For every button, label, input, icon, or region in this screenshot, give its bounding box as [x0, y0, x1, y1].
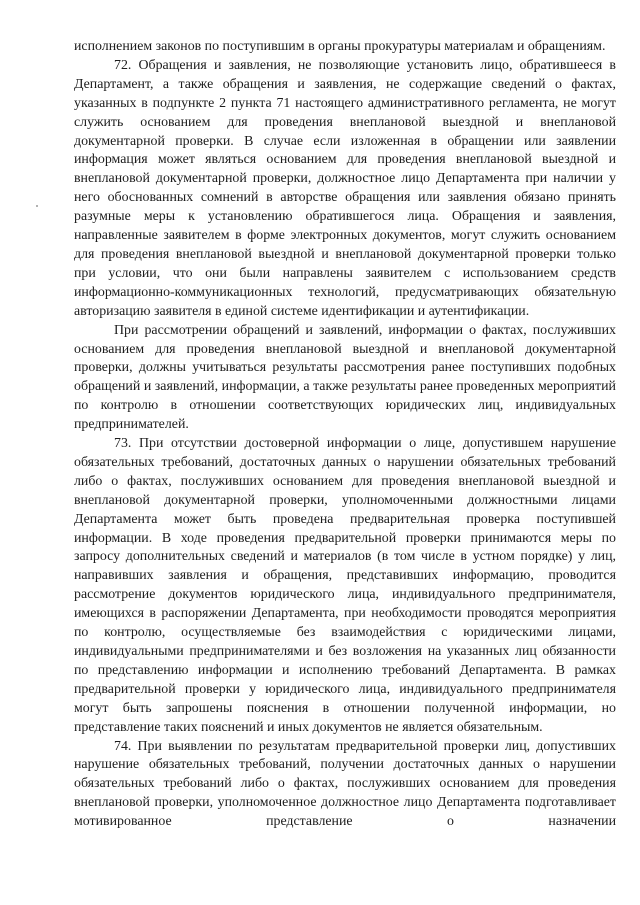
paragraph-continuation: исполнением законов по поступившим в органы прокуратуры материалам и обращениям.: [74, 39, 606, 54]
paragraph-72-consideration: При рассмотрении обращений и заявлений, информации о фактах, послуживших основанием для проведения внеплановой выездной и внеплановой документарной проверки, должны учитываться результаты рассмотрения ранее поступивших подобных обращений и заявлений, информации, а также результаты ранее проведенных мероприятий по контролю в отношении соответствующих юридических лиц, индивидуальных предпринимателей.: [74, 322, 616, 433]
paragraph-72: 72. Обращения и заявления, не позволяющие установить лицо, обратившееся в Департамент, а также обращения и заявления, не содержащие сведений о фактах, указанных в подпункте 2 пункта 71 настоящего административного регламента, не могут служить основанием для проведения внеплановой выездной и внеплановой документарной проверки. В случае если изложенная в обращении или заявлении информация может являться основанием для проведения внеплановой выездной и внеплановой документарной проверки, должностное лицо Департамента при наличии у него обоснованных сомнений в авторстве обращения или заявления обязано принять разумные меры к установлению обратившегося лица. Обращения и заявления, направленные заявителем в форме электронных документов, могут служить основанием для проведения внеплановой выездной и внеплановой документарной проверки только при условии, что они были направлены заявителем с использованием средств информационно-коммуникационных технологий, предусматривающих обязательную авторизацию заявителя в единой системе идентификации и аутентификации.: [74, 57, 616, 319]
paragraph-74: 74. При выявлении по результатам предварительной проверки лиц, допустивших нарушение обязательных требований, получении достаточных данных о нарушении обязательных требований либо о фактах, послуживших основанием для проведения внеплановой проверки, уполномоченное должностное лицо Департамента подготавливает мотивированное представление о назначении: [74, 738, 616, 830]
scan-speck: [36, 205, 38, 207]
paragraph-73: 73. При отсутствии достоверной информации о лице, допустившем нарушение обязательных требований, достаточных данных о нарушении обязательных требований либо о фактах, послуживших основанием для проведения внеплановой выездной и внеплановой документарной проверки, уполномоченными должностными лицами Департамента может быть проведена предварительная проверка поступившей информации. В ходе проведения предварительной проверки принимаются меры по запросу дополнительных сведений и материалов (в том числе в устном порядке) у лиц, направивших заявления и обращения, представивших информацию, проводится рассмотрение документов юридического лица, индивидуального предпринимателя, имеющихся в распоряжении Департамента, при необходимости проводятся мероприятия по контролю, осуществляемые без взаимодействия с юридическими лицами, индивидуальными предпринимателями и без возложения на указанных лиц обязанности по представлению информации и исполнению требований Департамента. В рамках предварительной проверки у юридического лица, индивидуального предпринимателя могут быть запрошены пояснения в отношении полученной информации, но представление таких пояснений и иных документов не является обязательным.: [74, 436, 616, 735]
document-page: [74, 38, 616, 832]
